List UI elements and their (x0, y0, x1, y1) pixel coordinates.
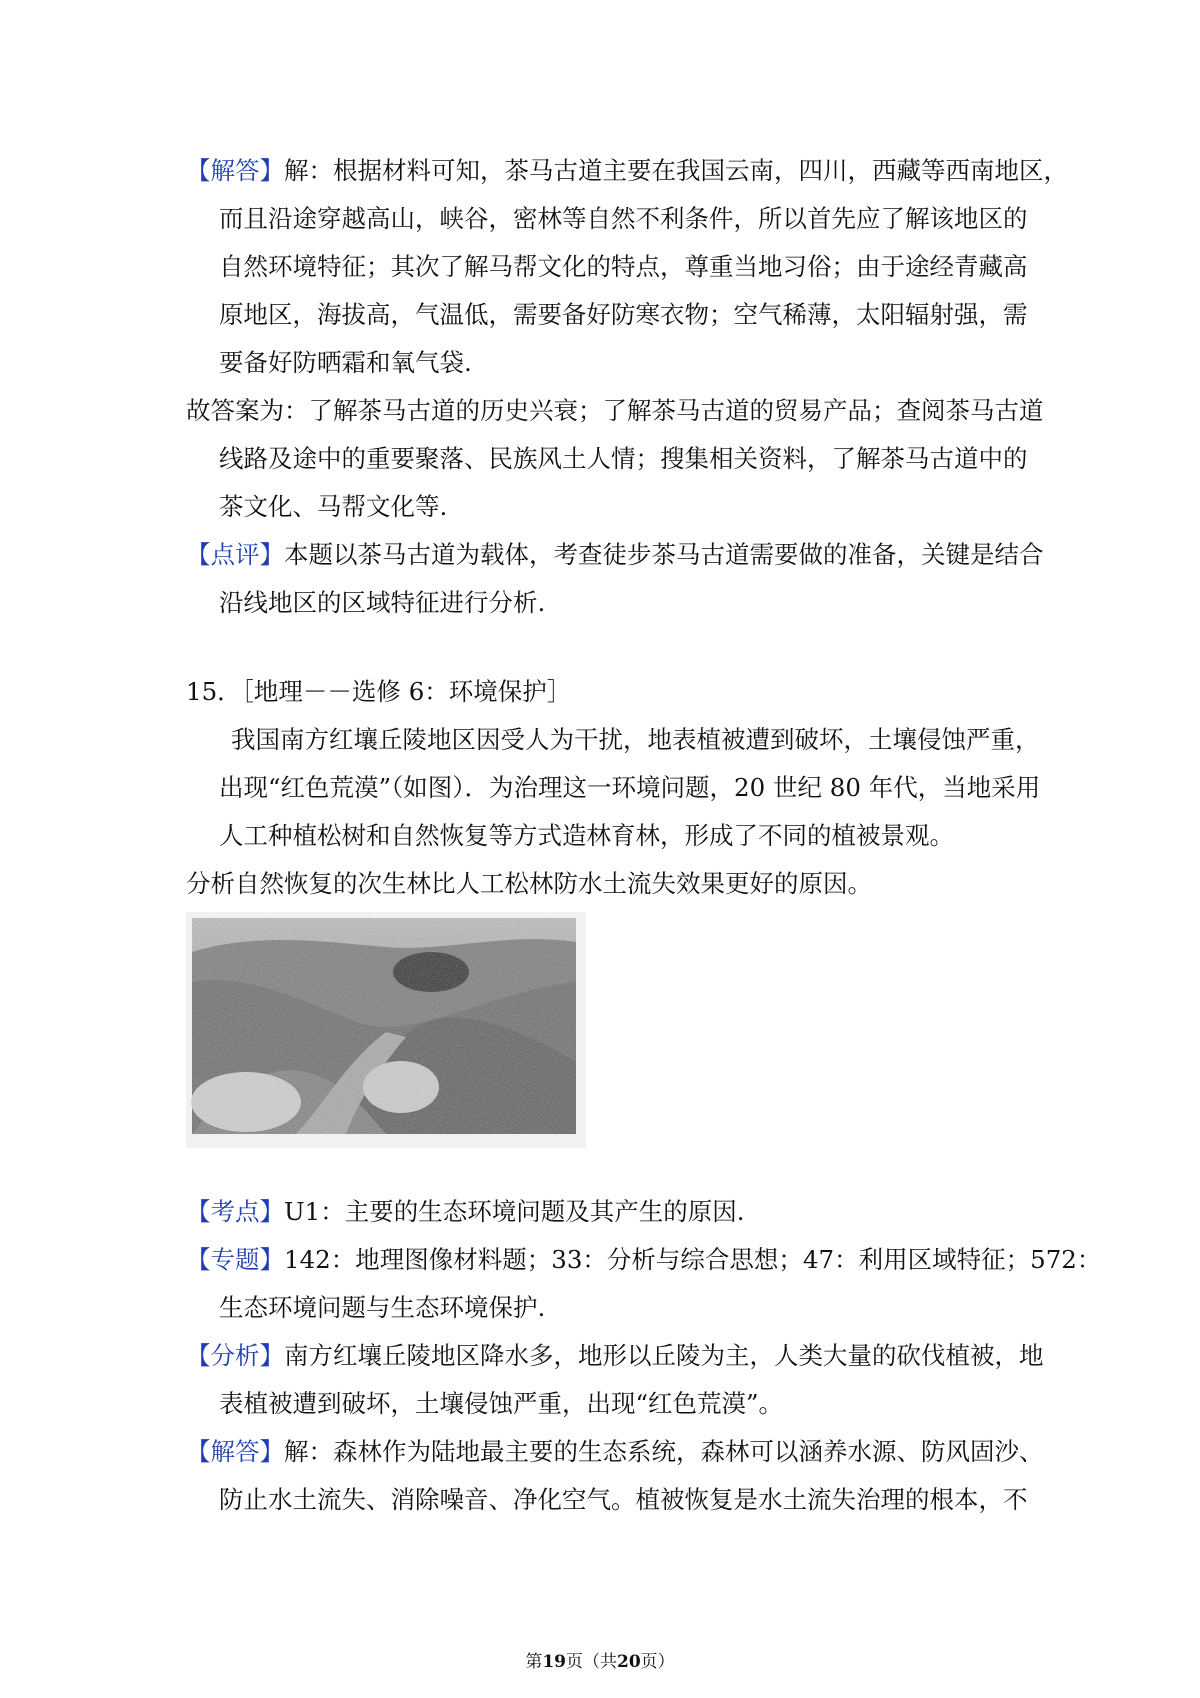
text-line: 【解答】解：根据材料可知，茶马古道主要在我国云南，四川，西藏等西南地区， (186, 156, 1068, 185)
question-line: 出现“红色荒漠”（如图）．为治理这一环境问题，20 世纪 80 年代，当地采用 (219, 773, 1041, 802)
text-line: 茶文化、马帮文化等. (219, 492, 448, 521)
analysis-block (186, 1332, 1044, 1428)
question-heading: 15．［地理－－选修 6：环境保护］ (186, 677, 572, 706)
text-line: 【解答】解：森林作为陆地最主要的生态系统，森林可以涵养水源、防风固沙、 (186, 1437, 1044, 1466)
key-point-tag: 【考点】 (186, 1197, 284, 1226)
final-answer-block (186, 387, 1044, 531)
question-line: 人工种植松树和自然恢复等方式造林育林，形成了不同的植被景观。 (219, 821, 954, 850)
text-line: 原地区，海拔高，气温低，需要备好防寒衣物；空气稀薄，太阳辐射强，需 (219, 300, 1028, 329)
answer-tag: 【解答】 (186, 156, 284, 185)
red-desert-photo (186, 912, 586, 1148)
text-line: 【分析】南方红壤丘陵地区降水多，地形以丘陵为主，人类大量的砍伐植被，地 (186, 1341, 1044, 1370)
answer-tag: 【解答】 (186, 1437, 284, 1466)
page-total: 20 (617, 1652, 641, 1672)
text-line: 沿线地区的区域特征进行分析. (219, 588, 546, 617)
question-prompt: 分析自然恢复的次生林比人工松林防水土流失效果更好的原因。 (186, 869, 872, 898)
text-line: 线路及途中的重要聚落、民族风土人情；搜集相关资料，了解茶马古道中的 (219, 444, 1028, 473)
question-line: 我国南方红壤丘陵地区因受人为干扰，地表植被遭到破坏，土壤侵蚀严重， (231, 725, 1040, 754)
text-line: 生态环境问题与生态环境保护. (219, 1293, 546, 1322)
text-line: 自然环境特征；其次了解马帮文化的特点，尊重当地习俗；由于途经青藏高 (219, 252, 1028, 281)
text-line: 而且沿途穿越高山，峡谷，密林等自然不利条件，所以首先应了解该地区的 (219, 204, 1028, 233)
key-point-block (186, 1188, 1026, 1236)
comment-tag: 【点评】 (186, 540, 284, 569)
question-block (186, 668, 1041, 908)
text-line: 【考点】U1：主要的生态环境问题及其产生的原因. (186, 1197, 745, 1226)
analysis-tag: 【分析】 (186, 1341, 284, 1370)
answer-block-1 (186, 147, 1068, 387)
text-line: 【点评】本题以茶马古道为载体，考查徒步茶马古道需要做的准备，关键是结合 (186, 540, 1044, 569)
text-line: 要备好防晒霜和氧气袋. (219, 348, 472, 377)
text-line: 表植被遭到破坏，土壤侵蚀严重，出现“红色荒漠”。 (219, 1389, 784, 1418)
text-line: 防止水土流失、消除噪音、净化空气。植被恢复是水土流失治理的根本，不 (219, 1485, 1028, 1514)
comment-block (186, 531, 1044, 627)
page-number: 19 (542, 1652, 566, 1672)
page-footer: 第19页（共20页） (525, 1652, 675, 1672)
answer-block-2 (186, 1428, 1044, 1524)
topic-block (186, 1236, 1102, 1332)
topic-tag: 【专题】 (186, 1245, 284, 1274)
text-line: 【专题】142：地理图像材料题；33：分析与综合思想；47：利用区域特征；572： (186, 1245, 1102, 1274)
text-line: 故答案为：了解茶马古道的历史兴衰；了解茶马古道的贸易产品；查阅茶马古道 (186, 396, 1044, 425)
